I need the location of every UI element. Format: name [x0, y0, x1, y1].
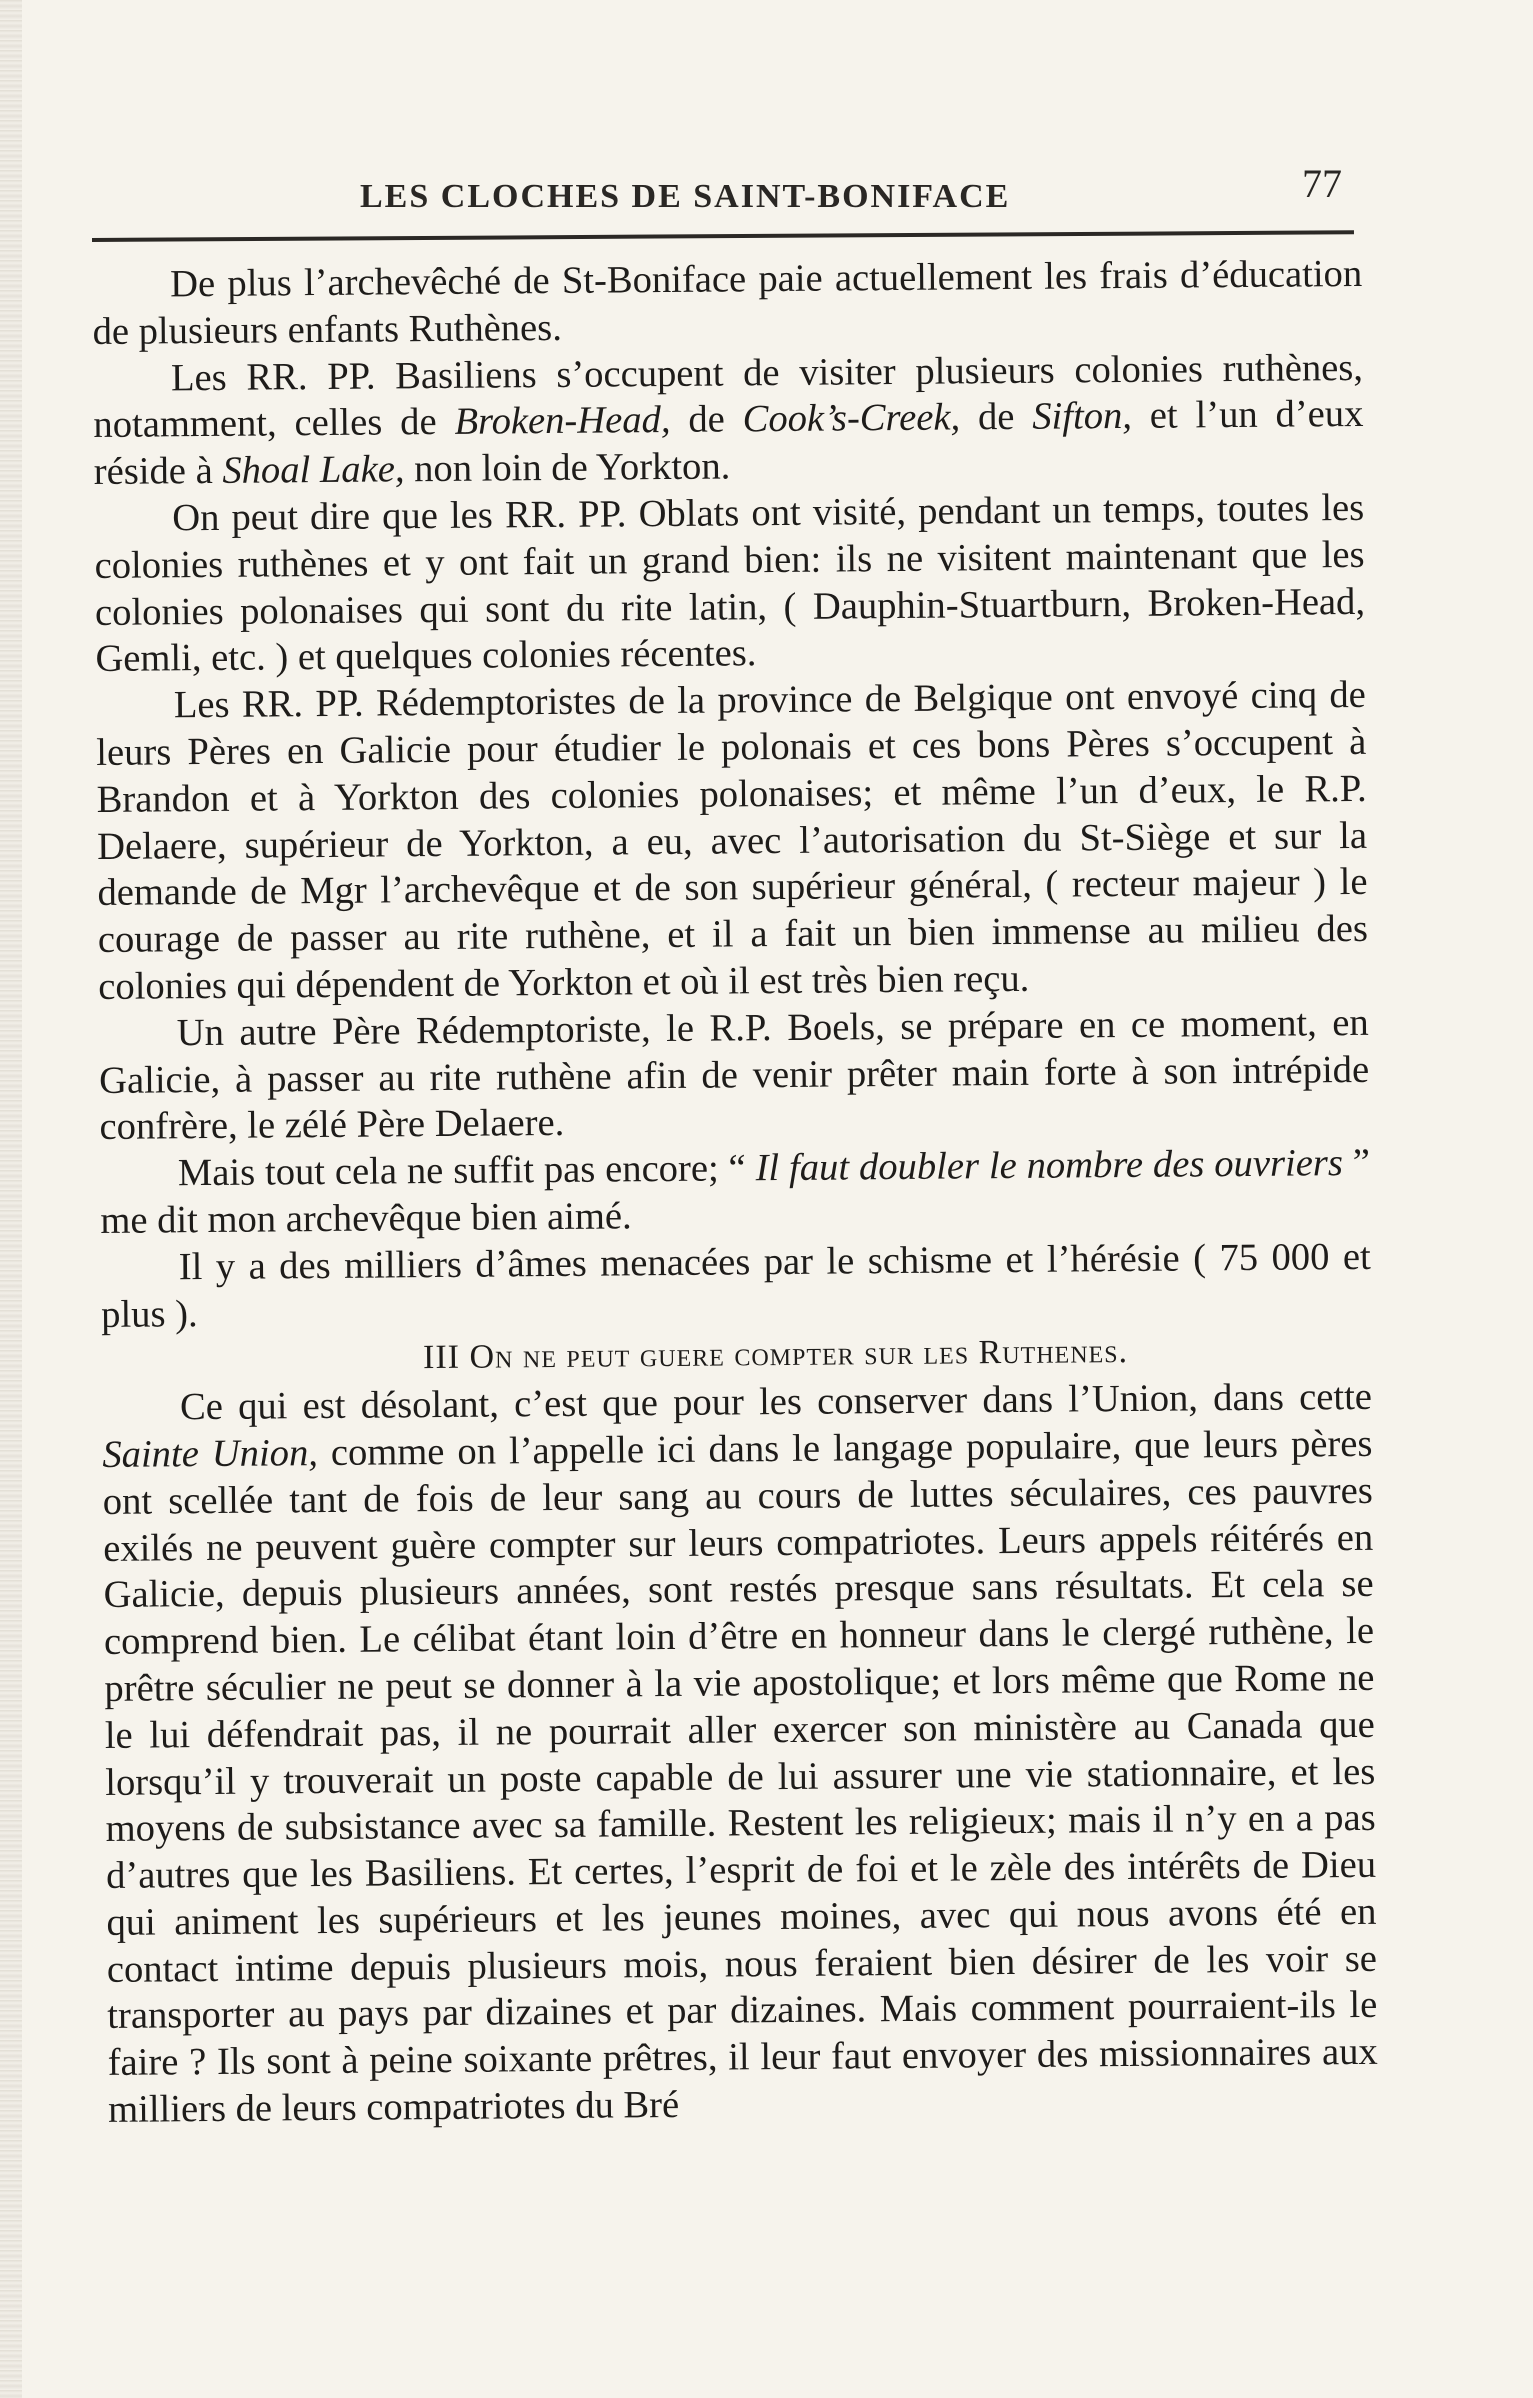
header-rule — [92, 230, 1354, 242]
paragraph-group-after-heading — [102, 1374, 1378, 2134]
italic-text-run: Cook’s-Creek, — [742, 396, 961, 441]
italic-text-run: Il faut doubler le nombre des ouvriers — [755, 1142, 1344, 1190]
italic-text-run: Sainte Union, — [102, 1431, 319, 1476]
text-run: Les RR. PP. Rédemptoristes de la province de Belgique ont envoyé cinq de leurs Pères en Galicie pour étudier le polonais et ces bons Pères s’occupent à Brandon et à Yorkton des colonies polonaises; et même l’un d’eux, le R.P. Delaere, supérieur de Yorkton, a eu, avec l’autorisation du St-Siège et sur la demande de Mgr l’archevêque et de son supérieur général, ( recteur majeur ) le courage de passer au rite ruthène, et il a fait un bien immense au milieu des colonies qui dépendent de Yorkton et où il est très bien reçu. — [96, 674, 1369, 1008]
page-number: 77 — [1302, 161, 1342, 206]
text-run: Il y a des milliers d’âmes menacées par le schisme et l’hérésie ( 75 000 et plus ). — [101, 1235, 1371, 1336]
text-run: Ce qui est désolant, c’est que pour les conserver dans l’Union, dans cette — [179, 1375, 1373, 1429]
text-run: De plus l’archevêché de St-Boniface paie actuellement les frais d’éducation de plusieurs enfants Ruthènes. — [92, 252, 1363, 353]
paragraph — [100, 1140, 1371, 1245]
paragraph — [102, 1374, 1378, 2134]
paragraph — [92, 251, 1363, 356]
page-edge-speckle — [0, 0, 22, 2398]
text-run: de — [670, 398, 743, 442]
text-run: et l’un d’eux réside à — [93, 393, 1364, 494]
paragraph — [99, 1000, 1370, 1151]
running-head: LES CLOCHES DE SAINT-BONIFACE — [360, 178, 1011, 215]
italic-text-run: Sifton, — [1032, 395, 1133, 439]
text-run: de — [959, 396, 1033, 439]
paragraph-group-before-heading — [92, 251, 1371, 1338]
text-run: ” me dit mon archevêque bien aimé. — [100, 1142, 1371, 1242]
text-run: Les RR. PP. Basiliens s’occupent de visiter plusieurs colonies ruthènes, notamment, celles de — [93, 346, 1364, 447]
text-run: Mais tout cela ne suffit pas encore; “ — [177, 1147, 756, 1195]
paragraph — [93, 345, 1364, 496]
text-run: comme on l’appelle ici dans le langage populaire, que leurs pères ont scellée tant de fois de leur sang au cours de luttes séculaires, ces pauvres exilés ne peuvent guère compter sur leurs compatriotes. Leurs appels réitérés en Galicie, depuis plusieurs années, sont restés presque sans résultats. Et cela se comprend bien. Le célibat étant loin d’être en honneur dans le clergé ruthène, le prêtre séculier ne peut se donner à la vie apostolique; et lors même que Rome ne le lui défendrait pas, il ne pourrait aller exercer son ministère au Canada que lorsqu’il y trouverait un poste capable de lui assurer une vie stationnaire, et les moyens de subsistance avec sa famille. Restent les religieux; mais il n’y en a pas d’autres que les Basiliens. Et certes, l’esprit de foi et le zèle des intérêts de Dieu qui animent les supérieurs et les jeunes moines, avec qui nous avons été en contact intime depuis plusieurs mois, nous feraient bien désirer de les voir se transporter au pays par dizaines et par dizaines. Mais comment pourraient-ils le faire ? Ils sont à peine soixante prêtres, il leur faut envoyer des missionnaires aux milliers de leurs compatriotes du Bré — [102, 1422, 1378, 2132]
text-run: On peut dire que les RR. PP. Oblats ont visité, pendant un temps, toutes les colonies ruthènes et y ont fait un grand bien: ils ne visitent maintenant que les colonies polonaises qui sont du rite latin, ( Dauphin-Stuartburn, Broken-Head, Gemli, etc. ) et quelques colonies récentes. — [94, 486, 1366, 681]
section-heading: III On ne peut guere compter sur les Ruthenes. — [422, 1333, 1129, 1377]
paragraph — [94, 485, 1366, 683]
italic-text-run: Shoal Lake, — [222, 448, 405, 493]
paragraph — [96, 672, 1369, 1011]
text-run: non loin de Yorkton. — [404, 445, 731, 491]
body-text — [92, 251, 1378, 2134]
paragraph — [101, 1234, 1372, 1339]
italic-text-run: Broken-Head, — [454, 399, 671, 444]
text-run: Un autre Père Rédemptoriste, le R.P. Boels, se prépare en ce moment, en Galicie, à passer au rite ruthène afin de venir prêter main forte à son intrépide confrère, le zélé Père Delaere. — [98, 1001, 1370, 1149]
